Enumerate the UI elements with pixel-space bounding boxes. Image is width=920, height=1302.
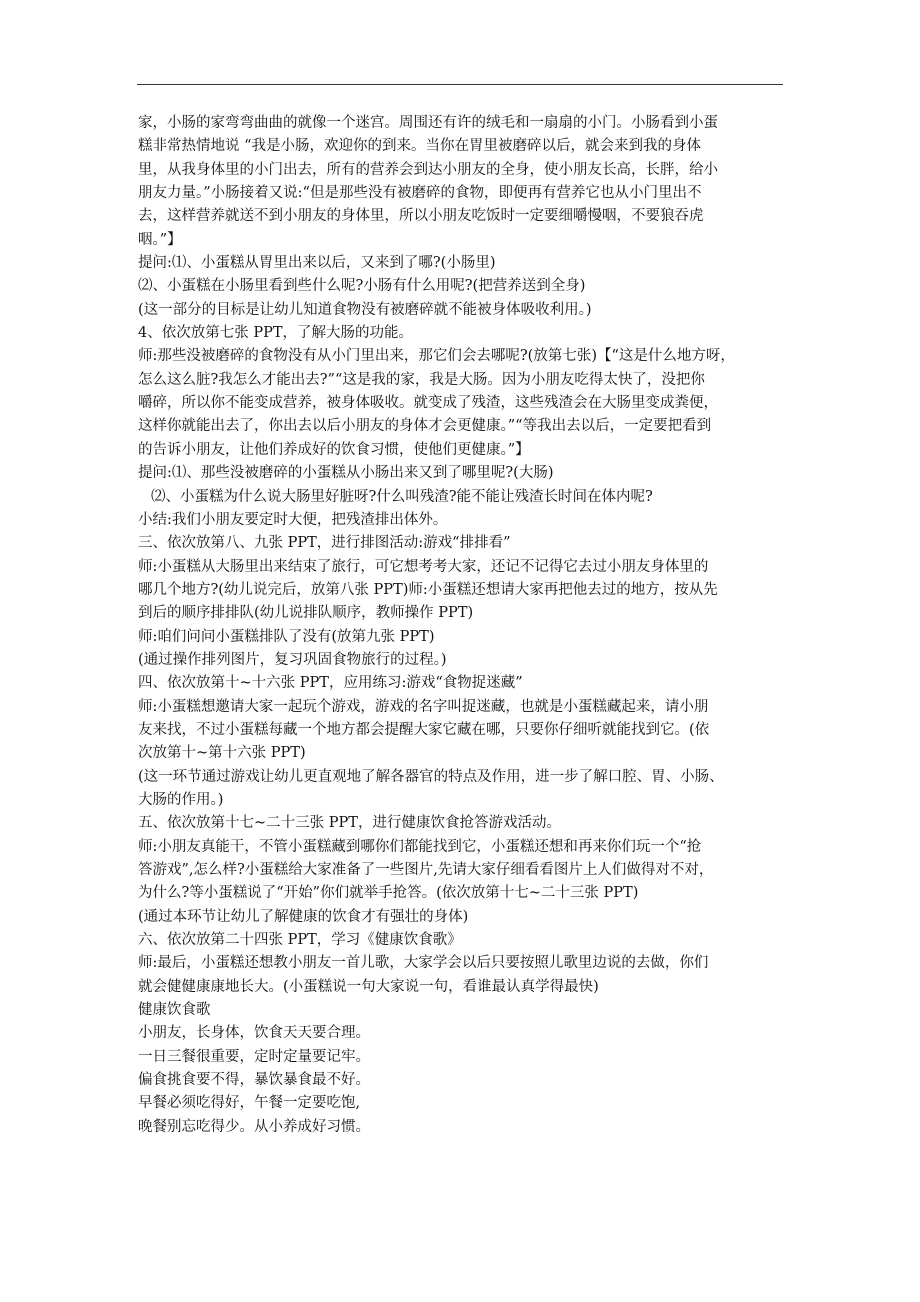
text-line: 六、依次放第二十四张 PPT，学习《健康饮食歌》 (138, 932, 462, 949)
text-line: 次放第十~第十六张 PPT) (138, 745, 306, 762)
text-line: 提问:⑴、小蛋糕从胃里出来以后，又来到了哪?(小肠里) (138, 255, 496, 272)
text-line: 师:咱们问问小蛋糕排队了没有(放第九张 PPT) (138, 628, 435, 645)
text-line: 一日三餐很重要，定时定量要记牢。 (138, 1048, 370, 1065)
text-line: 哪几个地方?(幼儿说完后，放第八张 PPT)师:小蛋糕还想请大家再把他去过的地方，按从先 (138, 581, 718, 598)
text-line: ⑵、小蛋糕在小肠里看到些什么呢?小肠有什么用呢?(把营养送到全身) (138, 278, 586, 295)
text-line: 小朋友，长身体，饮食天天要合理。 (138, 1025, 370, 1042)
text-line: 师:最后，小蛋糕还想教小朋友一首儿歌，大家学会以后只要按照儿歌里边说的去做，你们 (138, 955, 709, 972)
text-line: 为什么?等小蛋糕说了“开始”你们就举手抢答。(依次放第十七~二十三张 PPT) (138, 885, 639, 902)
text-line: 咽。”】 (138, 231, 182, 248)
text-line: (通过本环节让幼儿了解健康的饮食才有强壮的身体) (138, 908, 469, 925)
text-line: 四、依次放第十~十六张 PPT，应用练习:游戏“食物捉迷藏” (138, 675, 523, 692)
text-line: 小结:我们小朋友要定时大便，把残渣排出体外。 (138, 511, 448, 528)
text-line: 里，从我身体里的小门出去，所有的营养会到达小朋友的全身，使小朋友长高，长胖，给小 (138, 161, 718, 178)
text-line: 糕非常热情地说 “我是小肠，欢迎你的到来。当你在胃里被磨碎以后，就会来到我的身体 (138, 138, 702, 155)
text-line: 家，小肠的家弯弯曲曲的就像一个迷宫。周围还有许的绒毛和一扇扇的小门。小肠看到小蛋 (138, 115, 718, 131)
text-line: 嚼碎，所以你不能变成营养，被身体吸收。就变成了残渣，这些残渣会在大肠里变成粪便， (138, 395, 718, 412)
text-line: 到后的顺序排排队(幼儿说排队顺序，教师操作 PPT) (138, 605, 474, 622)
text-line: 师:小朋友真能干，不管小蛋糕藏到哪你们都能找到它，小蛋糕还想和再来你们玩一个“抢 (138, 838, 702, 855)
header-rule (137, 84, 783, 85)
text-line: 怎么这么脏?我怎么才能出去?”“这是我的家，我是大肠。因为小朋友吃得太快了，没把你 (138, 371, 705, 388)
document-body (138, 112, 790, 1139)
text-line: (这一环节通过游戏让幼儿更直观地了解各器官的特点及作用，进一步了解口腔、胃、小肠、 (138, 768, 724, 785)
text-line: 的告诉小朋友，让他们养成好的饮食习惯，使他们更健康。”】 (138, 441, 530, 458)
text-line: 三、依次放第八、九张 PPT，进行排图活动:游戏“排排看” (138, 535, 511, 552)
text-line: 五、依次放第十七~二十三张 PPT，进行健康饮食抢答游戏活动。 (138, 815, 561, 832)
text-line: 这样你就能出去了，你出去以后小朋友的身体才会更健康。”“等我出去以后，一定要把看到 (138, 418, 712, 435)
text-line: 提问:⑴、那些没被磨碎的小蛋糕从小肠出来又到了哪里呢?(大肠) (138, 465, 554, 482)
text-line: 就会健健康康地长大。(小蛋糕说一句大家说一句，看谁最认真学得最快) (138, 978, 599, 995)
text-line: 大肠的作用。) (138, 791, 224, 808)
text-line: 去，这样营养就送不到小朋友的身体里，所以小朋友吃饭时一定要细嚼慢咽，不要狼吞虎 (138, 208, 704, 225)
text-line: 早餐必须吃得好，午餐一定要吃饱, (138, 1095, 361, 1112)
text-line: 师:那些没被磨碎的食物没有从小门里出来，那它们会去哪呢?(放第七张)【“这是什么地方呀， (138, 348, 735, 365)
text-line: 师:小蛋糕想邀请大家一起玩个游戏，游戏的名字叫捉迷藏，也就是小蛋糕藏起来，请小朋 (138, 698, 709, 715)
text-line: 晚餐别忘吃得少。从小养成好习惯。 (138, 1118, 370, 1135)
text-line: 答游戏”,怎么样?小蛋糕给大家准备了一些图片,先请大家仔细看看图片上人们做得对不对， (138, 862, 714, 878)
text-line: 4、依次放第七张 PPT，了解大肠的功能。 (138, 325, 414, 342)
text-line: ⑵、小蛋糕为什么说大肠里好脏呀?什么叫残渣?能不能让残渣长时间在体内呢? (151, 488, 653, 505)
text-line: 偏食挑食要不得，暴饮暴食最不好。 (138, 1072, 370, 1089)
text-line: 朋友力量。”小肠接着又说:“但是那些没有被磨碎的食物，即便再有营养它也从小门里出不 (138, 185, 702, 202)
text-line: 友来找，不过小蛋糕每藏一个地方都会提醒大家它藏在哪，只要你仔细听就能找到它。(依 (138, 721, 710, 738)
text-line: 健康饮食歌 (138, 1002, 211, 1019)
text-line: 师:小蛋糕从大肠里出来结束了旅行，可它想考考大家，还记不记得它去过小朋友身体里的 (138, 558, 709, 575)
text-line: (这一部分的目标是让幼儿知道食物没有被磨碎就不能被身体吸收利用。) (138, 301, 592, 318)
text-line: (通过操作排列图片，复习巩固食物旅行的过程。) (138, 651, 447, 668)
